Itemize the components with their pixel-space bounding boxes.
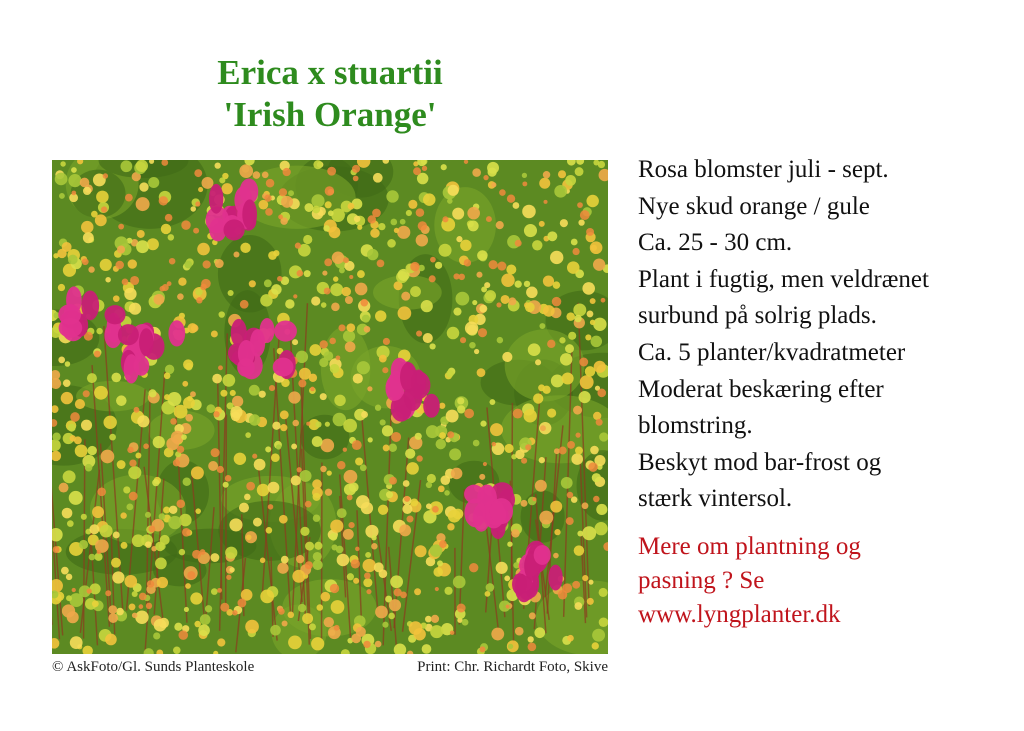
heather-photo-illustration <box>52 160 608 654</box>
description-line: Ca. 5 planter/kvadratmeter <box>638 338 906 366</box>
plant-name: Erica x stuartii <box>217 53 443 92</box>
description-line: Rosa blomster juli - sept. <box>638 156 889 183</box>
photo-copyright: © AskFoto/Gl. Sunds Planteskole <box>52 659 255 675</box>
description-line: stærk vintersol. <box>638 485 793 513</box>
description-line: Beskyt mod bar-frost og <box>638 448 882 476</box>
website-link[interactable]: www.lyngplanter.dk <box>638 601 841 628</box>
plant-photo <box>52 160 608 654</box>
plant-description <box>638 152 1018 518</box>
description-line: Ca. 25 - 30 cm. <box>638 229 793 257</box>
description-line: Moderat beskæring efter <box>638 375 884 403</box>
more-info <box>638 530 1018 632</box>
description-line: blomstring. <box>638 412 753 440</box>
description-line: surbund på solrig plads. <box>638 302 877 330</box>
more-info-line: pasning ? Se <box>638 567 765 594</box>
description-line: Nye skud orange / gule <box>638 192 870 220</box>
print-credit: Print: Chr. Richardt Foto, Skive <box>417 659 608 675</box>
description-line: Plant i fugtig, men veldrænet <box>638 265 929 293</box>
more-info-line: Mere om plantning og <box>638 533 861 560</box>
cultivar-name: 'Irish Orange' <box>223 95 437 134</box>
plant-title <box>130 52 530 136</box>
